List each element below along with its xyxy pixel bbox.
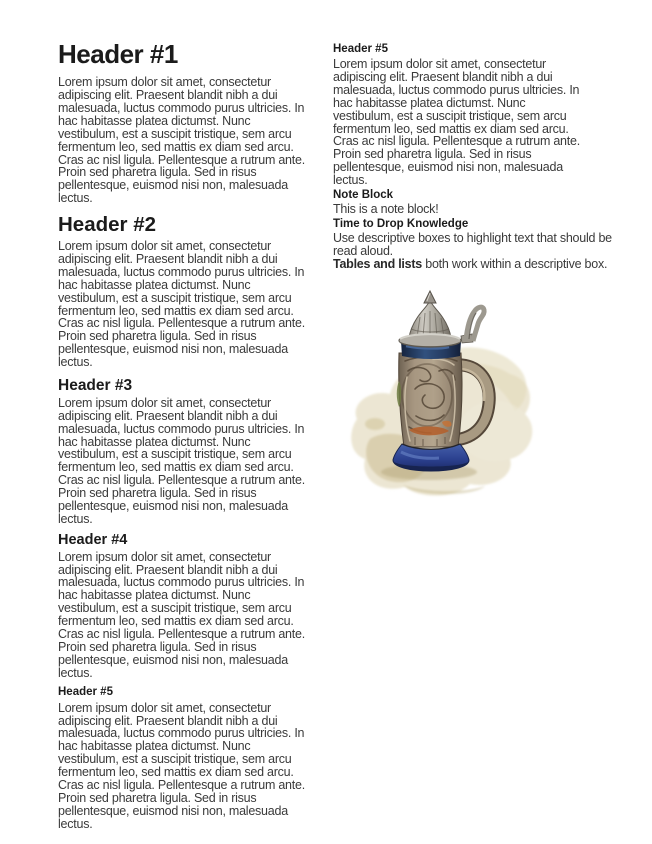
tables-lists-bold: Tables and lists bbox=[333, 257, 423, 272]
lorem-paragraph: Lorem ipsum dolor sit amet, consectetur adipiscing elit. Praesent blandit nibh a dui malesuada, luctus commodo purus ultricies. In hac habitasse platea dictumst. Nunc vestibulum, est a suscipit tristique, sem arcu fermentum leo, sed mattis ex diam sed arcu. Cras ac nisl ligula. Pellentesque a rutrum ante. Proin sed pharetra ligula. Sed in risus pellentesque, euismod nisi non, malesuada lectus. bbox=[58, 239, 305, 370]
lorem-paragraph: Lorem ipsum dolor sit amet, consectetur adipiscing elit. Praesent blandit nibh a dui malesuada, luctus commodo purus ultricies. In hac habitasse platea dictumst. Nunc vestibulum, est a suscipit tristique, sem arcu fermentum leo, sed mattis ex diam sed arcu. Cras ac nisl ligula. Pellentesque a rutrum ante. Proin sed pharetra ligula. Sed in risus pellentesque, euismod nisi non, malesuada lectus. bbox=[58, 700, 305, 831]
lorem-paragraph: Lorem ipsum dolor sit amet, consectetur adipiscing elit. Praesent blandit nibh a dui malesuada, luctus commodo purus ultricies. In hac habitasse platea dictumst. Nunc vestibulum, est a suscipit tristique, sem arcu fermentum leo, sed mattis ex diam sed arcu. Cras ac nisl ligula. Pellentesque a rutrum ante. Proin sed pharetra ligula. Sed in risus pellentesque, euismod nisi non, malesuada lectus. bbox=[58, 395, 305, 526]
section-heading-3: Header #3 bbox=[58, 376, 133, 394]
section-heading-2: Header #2 bbox=[58, 213, 157, 237]
section-heading-5: Header #5 bbox=[58, 686, 113, 699]
lorem-paragraph: Lorem ipsum dolor sit amet, consectetur adipiscing elit. Praesent blandit nibh a dui malesuada, luctus commodo purus ultricies. In hac habitasse platea dictumst. Nunc vestibulum, est a suscipit tristique, sem arcu fermentum leo, sed mattis ex diam sed arcu. Cras ac nisl ligula. Pellentesque a rutrum ante. Proin sed pharetra ligula. Sed in risus pellentesque, euismod nisi non, malesuada lectus. bbox=[58, 549, 305, 680]
note-block-label: Note Block bbox=[333, 188, 394, 201]
stein-thumblift bbox=[461, 307, 484, 343]
tables-lists-rest: both work within a descriptive box. bbox=[422, 257, 608, 272]
stein-lid bbox=[399, 291, 461, 347]
section-heading-5-right: Header #5 bbox=[333, 43, 388, 55]
stein-body bbox=[397, 353, 462, 447]
knowledge-text: Use descriptive boxes to highlight text that should be read aloud. bbox=[333, 231, 612, 259]
left-column bbox=[58, 41, 311, 830]
right-column bbox=[333, 41, 623, 830]
section-heading-1: Header #1 bbox=[58, 39, 178, 69]
note-block-text: This is a note block! bbox=[333, 202, 439, 217]
lorem-paragraph: Lorem ipsum dolor sit amet, consectetur adipiscing elit. Praesent blandit nibh a dui malesuada, luctus commodo purus ultricies. In hac habitasse platea dictumst. Nunc vestibulum, est a suscipit tristique, sem arcu fermentum leo, sed mattis ex diam sed arcu. Cras ac nisl ligula. Pellentesque a rutrum ante. Proin sed pharetra ligula. Sed in risus pellentesque, euismod nisi non, malesuada lectus. bbox=[333, 57, 580, 188]
tables-lists-note bbox=[333, 258, 623, 271]
knowledge-label: Time to Drop Knowledge bbox=[333, 218, 469, 231]
beer-stein-illustration bbox=[345, 289, 557, 509]
lorem-paragraph: Lorem ipsum dolor sit amet, consectetur adipiscing elit. Praesent blandit nibh a dui malesuada, luctus commodo purus ultricies. In hac habitasse platea dictumst. Nunc vestibulum, est a suscipit tristique, sem arcu fermentum leo, sed mattis ex diam sed arcu. Cras ac nisl ligula. Pellentesque a rutrum ante. Proin sed pharetra ligula. Sed in risus pellentesque, euismod nisi non, malesuada lectus. bbox=[58, 75, 305, 206]
section-heading-4: Header #4 bbox=[58, 531, 128, 548]
